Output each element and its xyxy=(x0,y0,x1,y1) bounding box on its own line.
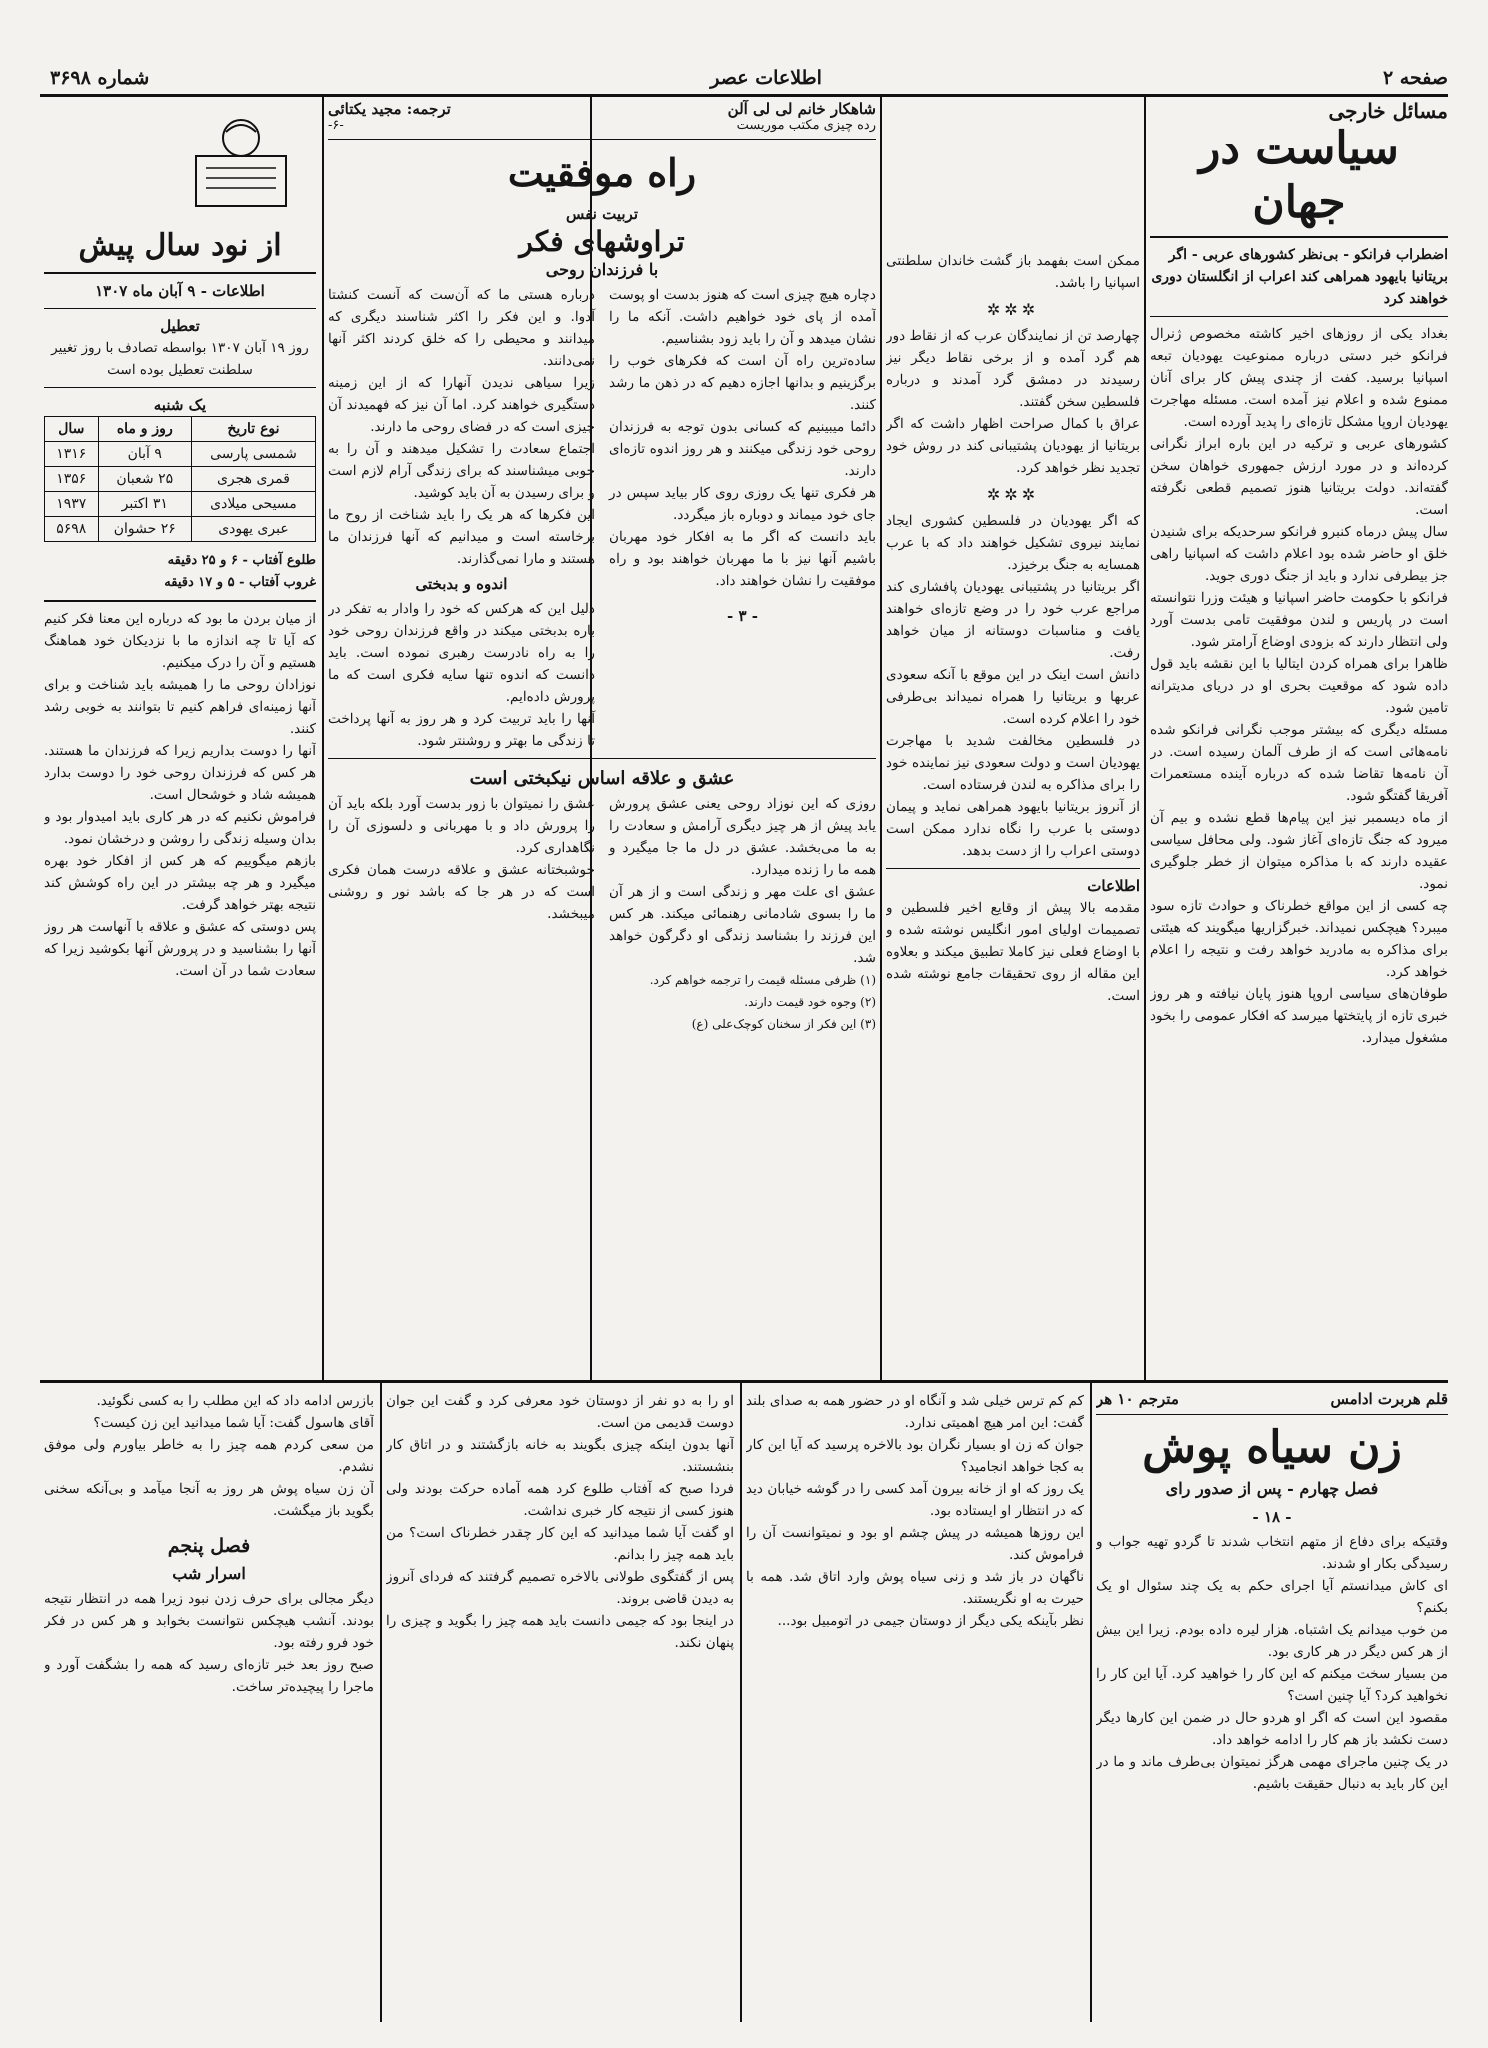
article-paragraph: فرانکو با حکومت حاضر اسپانیا و هیئت وزرا نتوانسته است در پاریس و لندن موفقیت تامی بدست آورد ولی انتظار دارند که بزودی اوضاع آرامتر شود. xyxy=(1150,590,1448,650)
article-paragraph: ممکن است بفهمد باز گشت خاندان سلطنتی اسپانیا را باشد. xyxy=(886,253,1140,291)
divider xyxy=(44,600,316,602)
serial-story xyxy=(1096,1390,1448,2020)
section-rule xyxy=(40,1380,1448,1383)
table-cell: قمری هجری xyxy=(191,467,315,492)
table-cell: ۲۶ حشوان xyxy=(98,517,191,542)
article-paragraph: عراق با کمال صراحت اظهار داشت که اگر بریتانیا از یهودیان پشتیبانی کند در روش خود تجدید نظر خواهد کرد. xyxy=(886,416,1140,476)
article-paragraph: دانش است اینک در این موقع با آنکه سعودی عربها و بریتانیا را همراه نمیداند بی‌طرفی خود را اعلام کرده است. xyxy=(886,667,1140,727)
article-title: سیاست در جهان xyxy=(1199,123,1399,228)
article-paragraph: دچاره هیچ چیزی است که هنوز بدست او پوست آمده از پای خود خواهیم داشت. آنکه ما را نشان میدهد و آن را باید زود بشناسیم. xyxy=(609,287,876,347)
serial-column xyxy=(746,1390,1084,2020)
section-number: - ۳ - xyxy=(727,607,758,625)
divider xyxy=(44,272,316,274)
serial-paragraph: این روزها همیشه در پیش چشم او بود و نمیتوانست آن را فراموش کند. xyxy=(746,1525,1084,1563)
article-paragraph: بغداد یکی از روزهای اخیر کاشته مخصوص ژنرال فرانکو خبر دستی درباره ممنوعیت یهودیان تبعه اسپانیا برسید. کفت از چندی پیش کار برای آنان ممنوع شده و اعلام نیز آمده است. مسئله مهاجرت یهودیان اروپا مشکل تازه‌ای را پدید آورده است. xyxy=(1150,326,1448,430)
sidebar-paragraph: آنها را دوست بداریم زیرا که فرزندان ما هستند. هر کس که فرزندان روحی خود را دوست بدارد همیشه شاد و خوشحال است. xyxy=(44,743,316,803)
article-paragraph: روزی که این نوزاد روحی یعنی عشق پرورش یابد پیش از هر چیز دیگری آرامش و سعادت را به ما می‌بخشد. عشق در دل ما جا میگیرد و همه ما را زنده میدارد. xyxy=(609,796,876,878)
article-paragraph: خوشبختانه عشق و علاقه درست همان فکری است که در هر جا که باشد نور و روشنی میبخشد. xyxy=(328,862,595,922)
holiday-text: روز ۱۹ آبان ۱۳۰۷ بواسطه تصادف با روز تغییر سلطنت تعطیل بوده است xyxy=(51,340,309,378)
masterpiece-subheader xyxy=(328,118,876,133)
table-cell: ۲۵ شعبان xyxy=(98,467,191,492)
foreign-news-continued xyxy=(886,100,1140,1375)
divider xyxy=(328,139,876,140)
sidebar-date: اطلاعات - ۹ آبان ماه ۱۳۰۷ xyxy=(95,282,265,300)
mid-heading: اندوه و بدبختی xyxy=(415,575,508,593)
serial-paragraph: جوان که زن او بسیار نگران بود بالاخره پرسید که آیا این کار به کجا خواهد انجامید؟ xyxy=(746,1437,1084,1475)
masterpiece-note: رده چیزی مکتب موریست xyxy=(736,118,876,133)
serial-paragraph: کم کم ترس خیلی شد و آنگاه او در حضور همه به صدای بلند گفت: این امر هیچ اهمیتی ندارد. xyxy=(746,1393,1084,1431)
article-paragraph: مسئله دیگری که بیشتر موجب نگرانی فرانکو شده نامه‌هائی است که از طرف آلمان رسیده است. در آن نامه‌ها تقاضا شده که درباره آینده مستعمرات آفریقا گفتگو شود. xyxy=(1150,722,1448,804)
serial-paragraph: صبح روز بعد خبر تازه‌ای رسید که همه را بشگفت آورد و ماجرا را پیچیده‌تر ساخت. xyxy=(44,1657,374,1695)
page-header xyxy=(50,64,1448,92)
love-column xyxy=(328,793,595,1035)
table-row xyxy=(45,442,316,467)
article-paragraph: عشق را نمیتوان با زور بدست آورد بلکه باید آن را پرورش داد و با مهربانی و دلسوزی آن را نگاهداری کرد. xyxy=(328,796,595,856)
table-cell: عبری یهودی xyxy=(191,517,315,542)
column-rule xyxy=(380,1382,382,2022)
serial-translator: مترجم ۱۰ هر xyxy=(1096,1390,1179,1408)
serial-paragraph: آنها بدون اینکه چیزی بگویند به خانه بازگشتند و در اتاق کار بنشستند. xyxy=(386,1437,734,1475)
sidebar-heading: از نود سال پیش xyxy=(78,228,282,263)
serial-paragraph: من سعی کردم همه چیز را به خاطر بیاورم ولی موفق نشدم. xyxy=(44,1437,374,1475)
serial-paragraph: ناگهان در باز شد و زنی سیاه پوش وارد اتاق شد. همه با حیرت به او نگریستند. xyxy=(746,1569,1084,1607)
love-column xyxy=(609,793,876,1035)
serial-paragraph: من بسیار سخت میکنم که این کار را خواهید کرد. آیا این کار را نخواهید کرد؟ آیا چنین است؟ xyxy=(1096,1666,1448,1704)
article-paragraph: چه کسی از این مواقع خطرناک و حوادث تازه سود میبرد؟ هیچکس نمیداند. خبرگزاریها میگویند که هیئتی برای مذاکره به مادرید خواهد رفت و نتیجه را اعلام خواهد کرد. xyxy=(1150,898,1448,980)
masterpiece-subtitle: تربیت نفس xyxy=(566,205,638,223)
article-paragraph: در فلسطین مخالفت شدید با مهاجرت یهودیان است و دولت سعودی نیز نماینده خود را برای مذاکره به لندن فرستاده است. xyxy=(886,733,1140,793)
serial-paragraph: او را به دو نفر از دوستان خود معرفی کرد و گفت این جوان دوست قدیمی من است. xyxy=(386,1393,734,1431)
table-cell: ۹ آبان xyxy=(98,442,191,467)
separator-stars: ✲✲✲ xyxy=(986,300,1040,319)
footnote: (۲) وجوه خود قیمت دارند. xyxy=(744,995,876,1009)
serial-paragraph: او گفت آیا شما میدانید که این کار چقدر خطرناک است؟ من باید همه چیز را بدانم. xyxy=(386,1525,734,1563)
divider xyxy=(328,758,876,759)
table-header-row xyxy=(45,417,316,442)
article-paragraph: آنها را باید تربیت کرد و هر روز به آنها پرداخت تا زندگی ما بهتر و روشنتر شود. xyxy=(328,711,595,749)
column-rule xyxy=(740,1382,742,2022)
table-row xyxy=(45,492,316,517)
divider xyxy=(1150,316,1448,317)
holiday-title: تعطیل xyxy=(160,317,200,335)
table-cell: ۱۳۱۶ xyxy=(45,442,99,467)
love-heading: عشق و علاقه اساس نیکبختی است xyxy=(469,768,735,789)
masterpiece-columns xyxy=(328,284,876,752)
masterpiece-column xyxy=(328,284,595,752)
info-label: اطلاعات xyxy=(1087,877,1140,895)
divider xyxy=(886,868,1140,869)
article-paragraph: چهارصد تن از نمایندگان عرب که از نقاط دور هم گرد آمده و از برخی نقاط دیگر نیز رسیدند در دمشق گرد آمدند و درباره فلسطین سخن گفتند. xyxy=(886,328,1140,410)
serial-paragraph: در یک چنین ماجرای مهمی هرگز نمیتوان بی‌طرف ماند و ما در این کار باید به دنبال حقیقت باشیم. xyxy=(1096,1754,1448,1792)
sidebar-paragraph: بازهم میگوییم که هر کس از افکار خود بهره میگیرد و هر چه بیشتر در این راه کوشش کند نتیجه بهتر خواهد گرفت. xyxy=(44,853,316,913)
table-header: نوع تاریخ xyxy=(191,417,315,442)
serial-chapter: فصل چهارم - پس از صدور رای xyxy=(1165,1479,1379,1498)
column-rule xyxy=(880,96,882,1380)
day-of-week: یک شنبه xyxy=(153,396,207,414)
separator-stars: ✲✲✲ xyxy=(986,485,1040,504)
article-paragraph: از آنروز بریتانیا بایهود همراهی نماید و پیمان دوستی با عرب را نگاه ندارد ممکن است دوستی اعراب را از دست بدهد. xyxy=(886,799,1140,859)
column-rule xyxy=(1090,1382,1092,2022)
page-label: صفحه ۲ xyxy=(1382,67,1448,89)
footnote: (۳) این فکر از سخنان کوچک‌علی (ع) xyxy=(691,1017,876,1031)
serial-paragraph: نظر بآینکه یکی دیگر از دوستان جیمی در اتومبیل بود... xyxy=(777,1613,1084,1629)
serial-paragraph: در اینجا بود که جیمی دانست باید همه چیز را بگوید و چیزی را پنهان نکند. xyxy=(386,1613,734,1651)
table-row xyxy=(45,467,316,492)
chapter-subheading: اسرار شب xyxy=(172,1564,246,1583)
masterpiece-heading: تراوشهای فکر xyxy=(519,225,685,258)
chapter-heading: فصل پنجم xyxy=(167,1535,251,1557)
sidebar-paragraph: فراموش نکنیم که در هر کاری باید امیدوار بود و بدان وسیله زندگی را روشن و درخشان نمود. xyxy=(44,809,316,847)
serial-paragraph: آقای هاسول گفت: آیا شما میدانید این زن کیست؟ xyxy=(93,1415,374,1431)
article-paragraph: اجتماع سعادت را تشکیل میدهند و آن را به خوبی میشناسند که برای زندگی آرام لازم است و برای رسیدن به آن باید کوشید. xyxy=(328,441,595,501)
serial-title: زن سیاه پوش xyxy=(1142,1422,1402,1473)
masterpiece-header xyxy=(328,100,876,118)
article-paragraph: عشق ای علت مهر و زندگی است و از هر آن ما را بسوی شادمانی رهنمائی میکند. هر کس این فرزند را بشناسد زندگی او دگرگون خواهد شد. xyxy=(609,884,876,966)
table-header: سال xyxy=(45,417,99,442)
article-subtitle: اضطراب فرانکو - بی‌نظر کشورهای عربی - اگر بریتانیا بایهود همراهی کند اعراب از انگلستان دوری خواهند کرد xyxy=(1151,247,1448,307)
article-paragraph: کشورهای عربی و ترکیه در این باره ابراز نگرانی کرده‌اند و در مورد ارزش جمهوری خواهان سخن گفته‌اند. دولت بریتانیا هنوز تصمیم قطعی نگرفته است. xyxy=(1150,436,1448,518)
serial-column xyxy=(386,1390,734,2020)
serial-paragraph: مقصود این است که اگر او هردو حال در ضمن این کارها دیگر دست نکشد باز هم کار را ادامه خواهد داد. xyxy=(1096,1710,1448,1748)
article-paragraph: هر فکری تنها یک روزی روی کار بیاید سپس در جای خود میماند و دوباره باز میگردد. xyxy=(609,485,876,523)
divider xyxy=(44,387,316,388)
paper-name: اطلاعات عصر xyxy=(710,67,822,89)
table-cell: ۳۱ اکتبر xyxy=(98,492,191,517)
footnote: (۱) ظرفی مسئله قیمت را ترجمه خواهم کرد. xyxy=(649,973,876,987)
serial-paragraph: دیگر مجالی برای حرف زدن نبود زیرا همه در انتظار نتیجه بودند. آنشب هیچکس نتوانست بخوابد و هر کس در فکر خود فرو رفته بود. xyxy=(44,1591,374,1651)
table-cell: مسیحی میلادی xyxy=(191,492,315,517)
article-paragraph: ظاهرا برای همراه کردن ایتالیا با این نقشه باید قول داده شود که موقعیت بحری او در دریای مدیترانه تامین شود. xyxy=(1150,656,1448,716)
table-header: روز و ماه xyxy=(98,417,191,442)
article-paragraph: ساده‌ترین راه آن است که فکرهای خوب را برگزینیم و بدانها اجازه دهیم که در ذهن ما رشد کنند. xyxy=(609,353,876,413)
masterpiece-series: شاهکار خانم لی لی آلن xyxy=(727,100,876,118)
foreign-news-article xyxy=(1150,100,1448,1375)
serial-paragraph: بازرس ادامه داد که این مطلب را به کسی نگوئید. xyxy=(96,1393,374,1409)
article-paragraph: این فکرها که هر یک را باید شناخت از روح ما برخاسته است و میدانیم که آنها فرزندان ما هستند و مارا نمی‌گذارند. xyxy=(328,507,595,567)
sidebar-paragraph: از میان بردن ما بود که درباره این معنا فکر کنیم که آیا تا چه اندازه ما با نزدیکان خود هماهنگ هستیم و آن را درک میکنیم. xyxy=(44,611,316,671)
issue-number: شماره ۳۶۹۸ xyxy=(50,67,150,89)
article-paragraph: طوفان‌های سیاسی اروپا هنوز پایان نیافته و هر روز خبری تازه از پایتختها میرسد که افکار عمومی را بخود مشغول میدارد. xyxy=(1150,986,1448,1046)
serial-paragraph: آن زن سیاه پوش هر روز به آنجا میآمد و بی‌آنکه سخنی بگوید باز میگشت. xyxy=(44,1481,374,1519)
divider xyxy=(44,308,316,309)
serial-number: - ۱۸ - xyxy=(1252,1508,1292,1526)
calendar-table xyxy=(44,416,316,542)
sunrise-time: طلوع آفتاب - ۶ و ۲۵ دقیقه xyxy=(167,553,316,568)
info-text: مقدمه بالا پیش از وقایع اخیر فلسطین و تصمیمات اولیای امور انگلیس نوشته شده و با اوضاع فعلی نیز کاملا تطبیق میکند و بعلاوه این مقاله از روی تحقیقات جامع نوشته شده است. xyxy=(886,900,1140,1004)
sunset-time: غروب آفتاب - ۵ و ۱۷ دقیقه xyxy=(164,575,316,590)
serial-header xyxy=(1096,1390,1448,1408)
masterpiece-article xyxy=(328,100,876,1375)
love-columns xyxy=(328,793,876,1035)
table-cell: ۱۳۵۶ xyxy=(45,467,99,492)
article-paragraph: دلیل این که هرکس که خود را وادار به تفکر در باره بدبختی میکند در واقع فرزندان روحی خود را به راه نادرست رهبری نموده است. باید دانست که اندوه تنها سایه فکری است که ما پرورش داده‌ایم. xyxy=(328,601,595,705)
masterpiece-author: با فرزندان روحی xyxy=(545,260,659,279)
header-rule xyxy=(40,94,1448,97)
table-cell: شمسی پارسی xyxy=(191,442,315,467)
article-paragraph: درباره هستی ما که آن‌ست که آنست کنشتا آدوا. و این فکر را اکثر شناسند دیگری که میدانند و محیطی را که خلق کردند اکثر آنها نمی‌دانند. xyxy=(328,287,595,369)
spacer xyxy=(886,100,1140,250)
article-paragraph: از ماه دیسمبر نیز این پیام‌ها قطع نشده و بیم آن میرود که جنگ تازه‌ای آغاز شود. ولی محافل سیاسی عقیده دارند که با مذاکره میتوان از خطر جلوگیری نمود. xyxy=(1150,810,1448,892)
table-cell: ۵۶۹۸ xyxy=(45,517,99,542)
serial-paragraph: وقتیکه برای دفاع از متهم انتخاب شدند تا گردو تهیه جواب و رسیدگی بکار او شدند. xyxy=(1096,1534,1448,1572)
table-row xyxy=(45,517,316,542)
serial-paragraph: یک روز که او از خانه بیرون آمد کسی را در گوشه خیابان دید که در انتظار او ایستاده بود. xyxy=(746,1481,1084,1519)
column-rule xyxy=(1144,96,1146,1380)
serial-paragraph: فردا صبح که آفتاب طلوع کرد همه آماده حرکت بودند ولی هنوز کسی از نتیجه کار خبری نداشت. xyxy=(386,1481,734,1519)
serial-paragraph: ای کاش میدانستم آیا اجرای حکم به یک چند سئوال او یک بکنم؟ xyxy=(1096,1578,1448,1616)
divider xyxy=(1096,1414,1448,1415)
article-paragraph: زیرا سیاهی ندیدن آنهارا که از این زمینه دستگیری خواهند کرد. اما آن نیز که فهمیدند آن چیزی است که در فضای روحی ما دارند. xyxy=(328,375,595,435)
article-paragraph: اگر بریتانیا در پشتیبانی یهودیان پافشاری کند مراجع عرب خود را در وضع تازه‌ای خواهند یافت و مناسبات دوستانه از میان خواهد رفت. xyxy=(886,579,1140,661)
article-paragraph: که اگر یهودیان در فلسطین کشوری ایجاد نمایند نیروی تشکیل خواهند داد که با عرب همسایه به جنگ برخیزد. xyxy=(886,513,1140,573)
masterpiece-title: راه موفقیت xyxy=(507,150,697,195)
article-paragraph: سال پیش درماه کنبرو فرانکو سرحدیکه برای شنیدن خلق او حاضر شده بود اعلام داشت که اسپانیا راهی جز بیطرفی ندارد و باید از جنگ دوری جوید. xyxy=(1150,524,1448,584)
table-cell: ۱۹۳۷ xyxy=(45,492,99,517)
episode-number: -۶- xyxy=(328,118,344,133)
serial-author: قلم هربرت ادامس xyxy=(1330,1390,1448,1408)
masterpiece-column xyxy=(609,284,876,752)
sidebar-paragraph: نوزادان روحی ما را همیشه باید شناخت و برای آنها زمینه‌ای فراهم کنیم تا بتوانند به خوبی رشد کنند. xyxy=(44,677,316,737)
column-rule xyxy=(322,96,324,1380)
serial-paragraph: من خوب میدانم یک اشتباه. هزار لیره داده بودم. زیرا این بیش از هر کس دیگر در هر کاری بود. xyxy=(1096,1622,1448,1660)
serial-paragraph: پس از گفتگوی طولانی بالاخره تصمیم گرفتند که فردای آنروز به دیدن قاضی بروند. xyxy=(386,1569,734,1607)
article-paragraph: باید دانست که اگر ما به افکار خود مهربان باشیم آنها نیز با ما مهربان خواهند بود و راه موفقیت را نشان خواهند داد. xyxy=(609,529,876,589)
section-label: مسائل خارجی xyxy=(1328,100,1448,123)
article-paragraph: دائما میبینیم که کسانی بدون توجه به فرزندان روحی خود زندگی میکنند و هر روز اندوه تازه‌ای دارند. xyxy=(609,419,876,479)
sidebar-paragraph: پس دوستی که عشق و علاقه با آنهاست هر روز آنها را بشناسید و در پرورش آنها بکوشید زیرا که سعادت شما در آن است. xyxy=(44,919,316,979)
sidebar xyxy=(44,100,316,1375)
translator: ترجمه: مجید یکتائی xyxy=(328,100,451,118)
serial-column xyxy=(44,1390,374,2020)
illustration-reader-icon xyxy=(166,106,316,216)
divider xyxy=(1150,236,1448,238)
